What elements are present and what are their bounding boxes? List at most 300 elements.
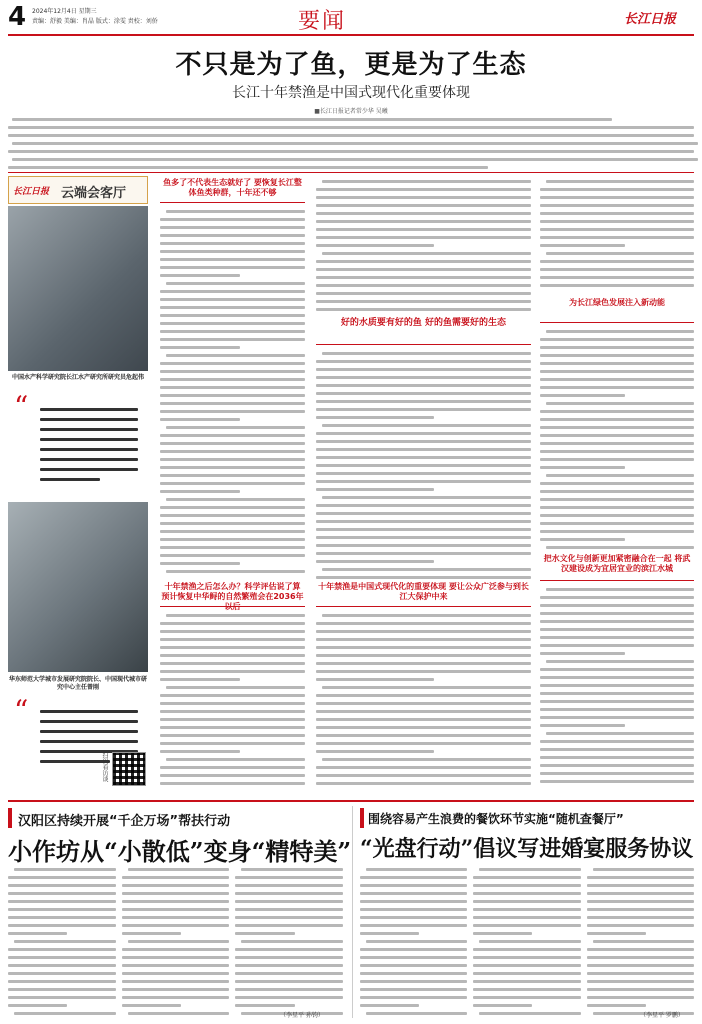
text-line xyxy=(8,948,116,951)
text-line xyxy=(316,670,531,673)
text-line xyxy=(540,370,694,373)
text-line xyxy=(160,710,305,713)
text-line xyxy=(128,940,230,943)
text-line xyxy=(587,924,694,927)
text-line xyxy=(160,370,305,373)
text-line xyxy=(8,932,67,935)
text-line xyxy=(540,386,694,389)
text-line xyxy=(540,354,694,357)
text-line xyxy=(160,530,305,533)
text-line xyxy=(540,490,694,493)
text-line xyxy=(587,996,694,999)
text-line xyxy=(160,458,305,461)
text-line xyxy=(540,410,694,413)
subhead-6: 把水文化与创新更加紧密融合在一起 将武汉建设成为宜居宜业的滨江水城 xyxy=(543,554,691,573)
text-line xyxy=(316,560,434,563)
text-line xyxy=(316,392,531,395)
text-line xyxy=(160,662,305,665)
text-line xyxy=(316,726,531,729)
text-line xyxy=(473,980,580,983)
text-line xyxy=(587,900,694,903)
text-line xyxy=(473,900,580,903)
text-line xyxy=(360,972,467,975)
qr-label: 扫码看访谈 xyxy=(101,752,108,782)
text-line xyxy=(8,980,116,983)
guest2-caption: 华东师范大学城市发展研究院院长、中国现代城市研究中心主任曾刚 xyxy=(8,676,147,691)
article-col-3c xyxy=(540,586,694,790)
text-line xyxy=(316,766,531,769)
text-line xyxy=(587,948,694,951)
text-line xyxy=(316,268,531,271)
text-line xyxy=(316,376,531,379)
kicker-stripe-right xyxy=(360,808,364,828)
text-line xyxy=(160,250,305,253)
text-line xyxy=(316,750,434,753)
text-line xyxy=(360,900,467,903)
guest1-quote xyxy=(14,390,142,496)
text-line xyxy=(540,780,694,783)
text-line xyxy=(160,306,305,309)
text-line xyxy=(546,180,694,183)
text-line xyxy=(316,646,531,649)
text-line xyxy=(540,346,694,349)
text-line xyxy=(160,338,305,341)
text-line xyxy=(316,236,531,239)
guest1-caption: 中国水产科学研究院长江水产研究所研究员危起伟 xyxy=(11,374,144,381)
subhead-1-rule xyxy=(160,202,305,203)
text-line xyxy=(160,630,305,633)
bottom-right-headline: “光盘行动”倡议写进婚宴服务协议 xyxy=(360,836,694,862)
text-line xyxy=(166,354,305,357)
text-line xyxy=(160,742,305,745)
text-line xyxy=(316,440,531,443)
text-line xyxy=(160,322,305,325)
text-line xyxy=(166,686,305,689)
article-col-2b xyxy=(316,350,531,580)
text-line xyxy=(14,868,116,871)
text-line xyxy=(540,716,694,719)
text-line xyxy=(540,450,694,453)
text-line xyxy=(540,276,694,279)
text-line xyxy=(316,244,434,247)
text-line xyxy=(360,988,467,991)
text-line xyxy=(322,352,531,355)
text-line xyxy=(540,378,694,381)
qr-code[interactable] xyxy=(112,752,146,786)
text-line xyxy=(360,948,467,951)
text-line xyxy=(160,290,305,293)
text-line xyxy=(316,276,531,279)
text-line xyxy=(160,410,305,413)
text-line xyxy=(540,668,694,671)
text-line xyxy=(546,402,694,405)
text-line xyxy=(316,308,531,311)
text-line xyxy=(316,204,531,207)
text-line xyxy=(160,330,305,333)
text-line xyxy=(8,884,116,887)
text-line xyxy=(316,472,531,475)
text-line xyxy=(587,988,694,991)
text-line xyxy=(587,916,694,919)
bottom-separator xyxy=(8,800,694,802)
text-line xyxy=(235,972,343,975)
intro-divider xyxy=(8,172,694,173)
text-line xyxy=(8,916,116,919)
text-line xyxy=(235,892,343,895)
text-line xyxy=(540,236,694,239)
text-line xyxy=(479,1012,580,1015)
text-line xyxy=(360,996,467,999)
text-line xyxy=(160,218,305,221)
text-line xyxy=(160,678,240,681)
text-line xyxy=(316,488,434,491)
text-line xyxy=(316,360,531,363)
text-line xyxy=(316,638,531,641)
text-line xyxy=(235,916,343,919)
text-line xyxy=(122,884,230,887)
subhead-1: 鱼多了不代表生态就好了 要恢复长江整体鱼类种群，十年还不够 xyxy=(163,178,302,197)
column-label-box xyxy=(8,176,148,204)
text-line xyxy=(316,702,531,705)
text-line xyxy=(366,1012,467,1015)
text-line xyxy=(540,692,694,695)
text-line xyxy=(540,644,694,647)
text-line xyxy=(241,868,343,871)
quote-icon: “ xyxy=(14,390,29,423)
text-line xyxy=(316,504,531,507)
text-line xyxy=(160,554,305,557)
text-line xyxy=(540,652,625,655)
text-line xyxy=(160,314,305,317)
text-line xyxy=(473,908,580,911)
text-line xyxy=(160,514,305,517)
article-col-3a xyxy=(540,178,694,293)
text-line xyxy=(540,426,694,429)
editor-credits: 责编：舒毅 美编：肖晶 版式：涂雯 责校：刘侨 xyxy=(32,18,158,25)
text-line xyxy=(540,684,694,687)
text-line xyxy=(166,282,305,285)
text-line xyxy=(122,916,230,919)
text-line xyxy=(160,266,305,269)
text-line xyxy=(160,638,305,641)
text-line xyxy=(8,996,116,999)
text-line xyxy=(160,258,305,261)
text-line xyxy=(8,924,116,927)
text-line xyxy=(366,868,467,871)
text-line xyxy=(128,1012,230,1015)
text-line xyxy=(473,988,580,991)
text-line xyxy=(322,496,531,499)
bottom-col-divider xyxy=(352,806,353,1018)
text-line xyxy=(360,1004,419,1007)
text-line xyxy=(160,466,305,469)
text-line xyxy=(316,528,531,531)
text-line xyxy=(540,482,694,485)
text-line xyxy=(160,546,305,549)
text-line xyxy=(316,188,531,191)
section-title: 要闻 xyxy=(298,9,347,34)
text-line xyxy=(473,1004,532,1007)
text-line xyxy=(160,670,305,673)
text-line xyxy=(160,242,305,245)
text-line xyxy=(360,956,467,959)
text-line xyxy=(316,228,531,231)
text-line xyxy=(14,1012,116,1015)
text-line xyxy=(8,900,116,903)
text-line xyxy=(235,964,343,967)
text-line xyxy=(540,676,694,679)
text-line xyxy=(160,490,240,493)
text-line xyxy=(540,362,694,365)
text-line xyxy=(316,774,531,777)
text-line xyxy=(593,868,694,871)
text-line xyxy=(122,908,230,911)
text-line xyxy=(360,908,467,911)
text-line xyxy=(473,964,580,967)
text-line xyxy=(8,964,116,967)
text-line xyxy=(122,876,230,879)
text-line xyxy=(122,932,181,935)
text-line xyxy=(360,980,467,983)
text-line xyxy=(360,892,467,895)
text-line xyxy=(540,458,694,461)
text-line xyxy=(316,734,531,737)
text-line xyxy=(479,868,580,871)
text-line xyxy=(235,932,294,935)
text-line xyxy=(160,774,305,777)
text-line xyxy=(322,686,531,689)
text-line xyxy=(540,506,694,509)
text-line xyxy=(540,772,694,775)
text-line xyxy=(540,628,694,631)
text-line xyxy=(316,480,531,483)
text-line xyxy=(479,940,580,943)
text-line xyxy=(166,758,305,761)
text-line xyxy=(241,940,343,943)
text-line xyxy=(235,956,343,959)
text-line xyxy=(316,654,531,657)
text-line xyxy=(160,378,305,381)
text-line xyxy=(316,196,531,199)
text-line xyxy=(540,522,694,525)
text-line xyxy=(316,782,531,785)
text-line xyxy=(316,464,531,467)
text-line xyxy=(587,1004,646,1007)
text-line xyxy=(473,996,580,999)
text-line xyxy=(540,244,625,247)
text-line xyxy=(122,924,230,927)
text-line xyxy=(587,884,694,887)
subhead-6-rule xyxy=(540,580,694,581)
text-line xyxy=(360,876,467,879)
text-line xyxy=(473,956,580,959)
text-line xyxy=(473,948,580,951)
text-line xyxy=(122,1004,181,1007)
text-line xyxy=(322,758,531,761)
text-line xyxy=(360,916,467,919)
text-line xyxy=(316,448,531,451)
text-line xyxy=(160,346,240,349)
text-line xyxy=(160,750,240,753)
text-line xyxy=(166,570,305,573)
text-line xyxy=(122,988,230,991)
text-line xyxy=(540,530,694,533)
text-line xyxy=(8,956,116,959)
text-line xyxy=(322,252,531,255)
text-line xyxy=(540,220,694,223)
text-line xyxy=(316,576,531,579)
text-line xyxy=(540,498,694,501)
subhead-5: 为长江绿色发展注入新动能 xyxy=(569,298,665,307)
text-line xyxy=(160,562,240,565)
issue-date: 2024年12月4日 星期三 xyxy=(32,8,97,15)
text-line xyxy=(235,980,343,983)
text-line xyxy=(160,702,305,705)
text-line xyxy=(160,434,305,437)
text-line xyxy=(316,694,531,697)
text-line xyxy=(160,694,305,697)
text-line xyxy=(235,876,343,879)
subhead-3-rule xyxy=(160,606,305,607)
text-line xyxy=(8,972,116,975)
text-line xyxy=(546,732,694,735)
text-line xyxy=(316,384,531,387)
text-line xyxy=(473,932,532,935)
text-line xyxy=(540,442,694,445)
text-line xyxy=(8,876,116,879)
guest2-photo xyxy=(8,502,148,672)
text-line xyxy=(316,456,531,459)
text-line xyxy=(360,924,467,927)
text-line xyxy=(122,972,230,975)
text-line xyxy=(546,588,694,591)
bottom-right-article xyxy=(360,866,694,1016)
text-line xyxy=(8,892,116,895)
text-line xyxy=(160,782,305,785)
text-line xyxy=(540,538,625,541)
text-line xyxy=(160,506,305,509)
text-line xyxy=(540,338,694,341)
text-line xyxy=(540,724,625,727)
text-line xyxy=(160,274,240,277)
text-line xyxy=(316,622,531,625)
text-line xyxy=(160,418,240,421)
text-line xyxy=(316,520,531,523)
newspaper-logo: 长江日报 xyxy=(624,12,677,27)
text-line xyxy=(316,416,434,419)
text-line xyxy=(316,718,531,721)
text-line xyxy=(166,498,305,501)
bottom-left-headline: 小作坊从“小散低”变身“精特美” xyxy=(8,837,352,866)
article-col-1b xyxy=(160,612,305,790)
text-line xyxy=(235,924,343,927)
text-line xyxy=(546,660,694,663)
text-line xyxy=(540,740,694,743)
bottom-left-author: （李星平 孙钧） xyxy=(280,1012,324,1019)
text-line xyxy=(160,726,305,729)
text-line xyxy=(473,876,580,879)
subhead-4: 十年禁渔是中国式现代化的重要体现 要让公众广泛参与到长江大保护中来 xyxy=(318,582,529,601)
text-line xyxy=(128,868,230,871)
text-line xyxy=(540,204,694,207)
text-line xyxy=(160,226,305,229)
text-line xyxy=(160,482,305,485)
text-line xyxy=(540,196,694,199)
text-line xyxy=(316,662,531,665)
text-line xyxy=(122,996,230,999)
text-line xyxy=(360,884,467,887)
text-line xyxy=(160,394,305,397)
text-line xyxy=(587,964,694,967)
bottom-left-kicker: 汉阳区持续开展“千企万场”帮扶行动 xyxy=(18,814,231,829)
text-line xyxy=(316,292,531,295)
text-line xyxy=(322,424,531,427)
text-line xyxy=(316,400,531,403)
text-line xyxy=(160,298,305,301)
text-line xyxy=(160,718,305,721)
text-line xyxy=(316,552,531,555)
text-line xyxy=(540,466,625,469)
text-line xyxy=(360,932,419,935)
text-line xyxy=(160,402,305,405)
text-line xyxy=(540,514,694,517)
guest1-photo xyxy=(8,206,148,371)
text-line xyxy=(166,614,305,617)
text-line xyxy=(540,620,694,623)
text-line xyxy=(8,988,116,991)
bottom-right-author: （李星平 罗鹏） xyxy=(640,1012,684,1019)
text-line xyxy=(235,908,343,911)
text-line xyxy=(366,940,467,943)
text-line xyxy=(322,614,531,617)
text-line xyxy=(316,260,531,263)
text-line xyxy=(540,708,694,711)
article-col-2a xyxy=(316,178,531,313)
text-line xyxy=(473,916,580,919)
text-line xyxy=(593,940,694,943)
quote-icon-2: “ xyxy=(14,694,29,727)
bottom-right-kicker: 围绕容易产生浪费的餐饮环节实施“随机查餐厅” xyxy=(368,812,624,826)
text-line xyxy=(473,892,580,895)
text-line xyxy=(160,522,305,525)
text-line xyxy=(160,622,305,625)
text-line xyxy=(540,228,694,231)
text-line xyxy=(235,1004,294,1007)
text-line xyxy=(122,948,230,951)
text-line xyxy=(540,394,625,397)
text-line xyxy=(316,544,531,547)
text-line xyxy=(540,260,694,263)
text-line xyxy=(587,972,694,975)
text-line xyxy=(546,330,694,333)
text-line xyxy=(122,980,230,983)
text-line xyxy=(122,956,230,959)
text-line xyxy=(160,646,305,649)
text-line xyxy=(587,956,694,959)
text-line xyxy=(540,748,694,751)
text-line xyxy=(473,884,580,887)
text-line xyxy=(540,434,694,437)
text-line xyxy=(160,734,305,737)
text-line xyxy=(322,180,531,183)
text-line xyxy=(316,432,531,435)
text-line xyxy=(540,268,694,271)
text-line xyxy=(160,362,305,365)
text-line xyxy=(122,900,230,903)
subhead-5-rule xyxy=(540,322,694,323)
text-line xyxy=(540,604,694,607)
text-line xyxy=(540,418,694,421)
